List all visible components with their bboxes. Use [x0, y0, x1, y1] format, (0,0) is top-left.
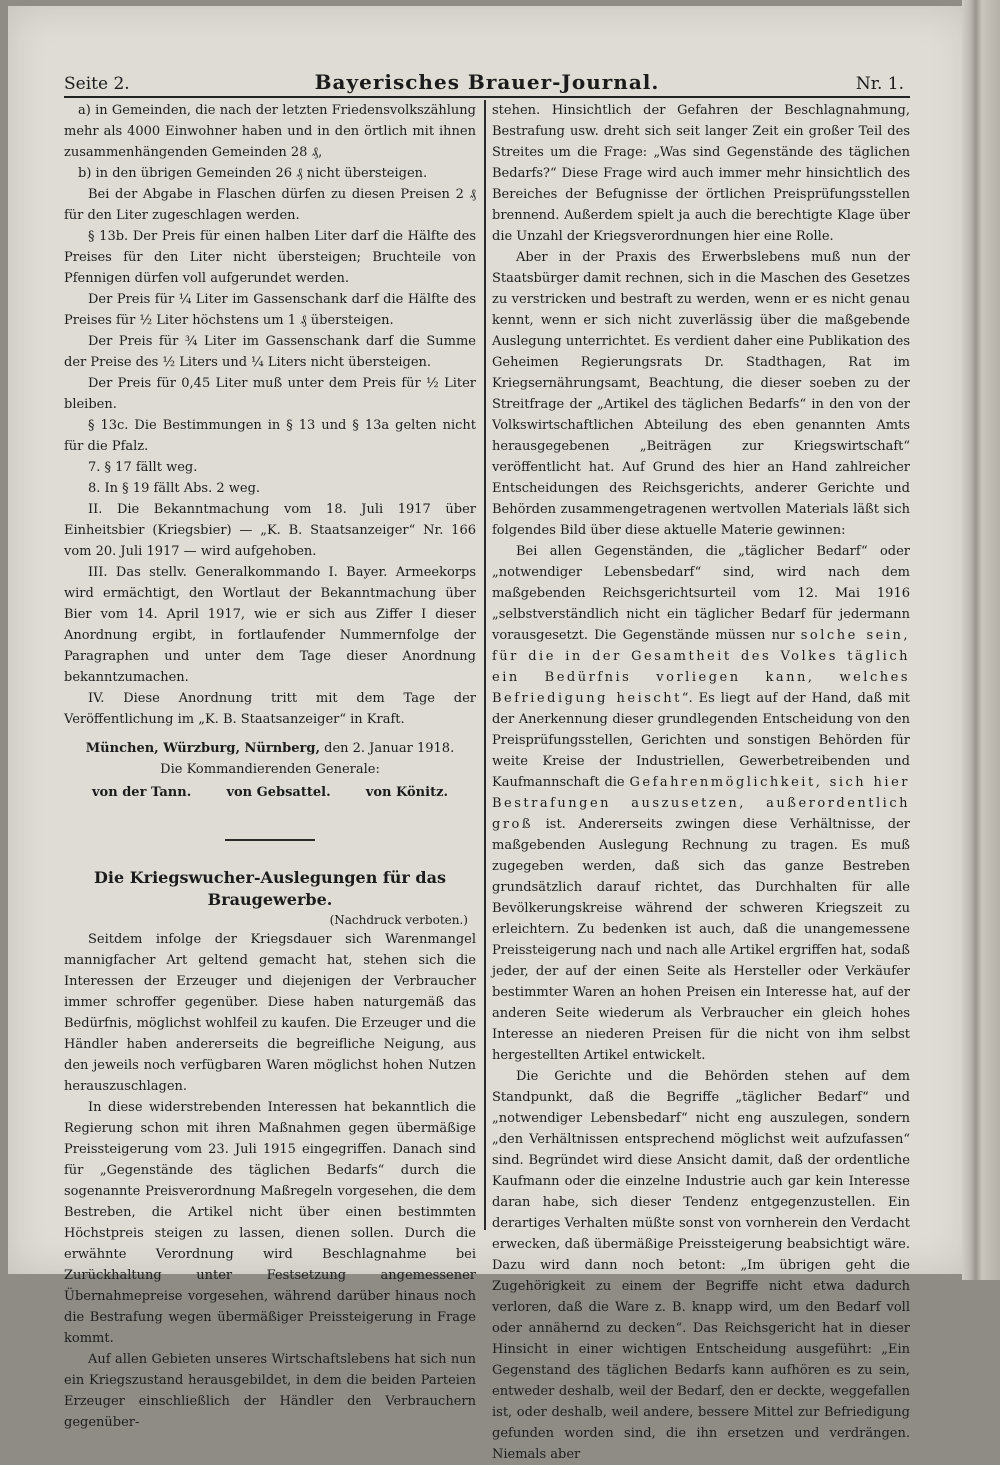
article-paragraph-3: Auf allen Gebieten unseres Wirtschaftslebens hat sich nun ein Kriegszustand herausgebildet, in dem die beiden Parteien Erzeuger einschließlich der Händler den Verbrauchern gegenüber-	[64, 1352, 476, 1430]
paragraph-13c: § 13c. Die Bestimmungen in § 13 und § 13a gelten nicht für die Pfalz.	[64, 418, 476, 454]
paragraph-item-7: 7. § 17 fällt weg.	[88, 460, 198, 475]
page-binding-edge	[962, 0, 1000, 1280]
signature-place: München, Würzburg, Nürnberg,	[85, 741, 320, 756]
section-divider	[225, 839, 315, 841]
journal-title: Bayerisches Brauer-Journal.	[314, 70, 660, 94]
issue-number: Nr. 1.	[855, 74, 904, 94]
signature-general-3: von Könitz.	[365, 785, 448, 800]
left-column	[64, 100, 476, 1433]
paragraph-III: III. Das stellv. Generalkommando I. Bayer. Armeekorps wird ermächtigt, den Wortlaut der Bekanntmachung über Bier vom 14. April 1917, wie er sich aus Ziffer I dieser Anordnung ergibt, in fortlaufender Nummernfolge der Paragraphen und unter dem Tage dieser Anordnung bekanntzumachen.	[64, 565, 476, 685]
paragraph-II: II. Die Bekanntmachung vom 18. Juli 1917 über Einheitsbier (Kriegsbier) — „K. B. Staatsanzeiger“ Nr. 166 vom 20. Juli 1917 — wird aufgehoben.	[64, 502, 476, 559]
paragraph-bottles: Bei der Abgabe in Flaschen dürfen zu diesen Preisen 2 ₰ für den Liter zugeschlagen werden.	[64, 187, 476, 223]
paragraph-IV: IV. Diese Anordnung tritt mit dem Tage der Veröffentlichung im „K. B. Staatsanzeiger“ in Kraft.	[64, 691, 476, 727]
paragraph-045-liter: Der Preis für 0,45 Liter muß unter dem Preis für ½ Liter bleiben.	[64, 376, 476, 412]
page-header	[64, 68, 910, 96]
article-paragraph-4: stehen. Hinsichtlich der Gefahren der Beschlagnahmung, Bestrafung usw. dreht sich seit langer Zeit ein großer Teil des Streites um die Frage: „Was sind Gegenstände des täglichen Bedarfs?“ Diese Frage wird auch immer mehr hinsichtlich des Bereiches der Befugnisse der örtlichen Preisprüfungsstellen brennend. Außerdem spielt ja auch die berechtigte Klage über die Unzahl der Kriegsverordnungen hier eine Rolle.	[492, 103, 910, 244]
signature-place-date	[64, 738, 476, 759]
signature-caption: Die Kommandierenden Generale:	[160, 762, 380, 777]
paragraph-6-end: ist. Andererseits zwingen diese Verhältnisse, der maßgebenden Auslegung Rechnung zu tragen. Es muß zugegeben werden, daß sich das ganze Bestreben grundsätzlich darauf richtet, das Durchhalten für alle Bevölkerungskreise während der schweren Kriegszeit zu erleichtern. Zu bedenken ist auch, daß die unangemessene Preissteigerung nach und nach alle Artikel ergriffen hat, sodaß jeder, der auf der einen Seite als Hersteller oder Verkäufer bestimmter Waren an hohen Preisen ein Interesse hat, auf der anderen Seite wiederum als Verbraucher ein gleich hohes Interesse an niederen Preisen für die nicht von ihm selbst hergestellten Artikel entwickelt.	[492, 817, 910, 1063]
right-column	[492, 100, 910, 1465]
paragraph-three-quarter-liter: Der Preis für ¾ Liter im Gassenschank darf die Summe der Preise des ½ Liters und ¼ Liters nicht übersteigen.	[64, 334, 476, 370]
article-note: (Nachdruck verboten.)	[329, 913, 468, 927]
paragraph-a: a) in Gemeinden, die nach der letzten Friedensvolkszählung mehr als 4000 Einwohner haben und in den örtlich mit ihnen zusammenhängenden Gemeinden 28 ₰,	[64, 103, 476, 160]
paragraph-6-emphasis-1: solche sein, für die in der Gesamtheit des Volkes täglich ein Bedürfnis vorliegen kann, welches Befriedigung heischt	[492, 628, 910, 706]
article-paragraph-1: Seitdem infolge der Kriegsdauer sich Warenmangel mannigfacher Art geltend gemacht hat, stehen sich die Interessen der Erzeuger und diejenigen der Verbraucher immer schroffer gegenüber. Diese haben naturgemäß das Bedürfnis, möglichst wohlfeil zu kaufen. Die Erzeuger und die Händler haben andererseits die begreifliche Neigung, aus den jeweils noch verfügbaren Waren möglichst hohen Nutzen herauszuschlagen.	[64, 932, 476, 1094]
article-paragraph-6	[492, 541, 910, 1066]
article-paragraph-5: Aber in der Praxis des Erwerbslebens muß nun der Staatsbürger damit rechnen, sich in die Maschen des Gesetzes zu verstricken und bestraft zu werden, wenn er es nicht genau kennt, wenn er sich nicht zuverlässig über die maßgebende Auslegung unterrichtet. Es verdient daher eine Publikation des Geheimen Regierungsrats Dr. Stadthagen, Rat im Kriegsernährungsamt, Beachtung, die dieser soeben zu der Streitfrage der „Artikel des täglichen Bedarfs“ in den von der Volkswirtschaftlichen Abteilung des eben genannten Amts herausgegebenen „Beiträgen zur Kriegswirtschaft“ veröffentlicht hat. Auf Grund des hier an Hand zahlreicher Entscheidungen des Reichsgerichts, anderer Gerichte und Behörden zusammengetragenen wertvollen Materials läßt sich folgendes Bild über diese aktuelle Materie gewinnen:	[492, 250, 910, 538]
signature-general-2: von Gebsattel.	[226, 785, 331, 800]
article-paragraph-7: Die Gerichte und die Behörden stehen auf dem Standpunkt, daß die Begriffe „täglicher Bedarf“ und „notwendiger Lebensbedarf“ nicht eng auszulegen, sondern „den Verhältnissen entsprechend möglichst weit aufzufassen“ sind. Begründet wird diese Ansicht damit, daß der ordentliche Kaufmann oder die einzelne Industrie auch gar kein Interesse daran habe, sich dieser Tendenz entgegenzustellen. Ein derartiges Verhalten müßte sonst von vornherein den Verdacht erwecken, daß übermäßige Preissteigerung beabsichtigt wäre. Dazu wird dann noch betont: „Im übrigen geht die Zugehörigkeit zu einem der Begriffe nicht etwa dadurch verloren, daß die Ware z. B. knapp wird, um den Bedarf voll oder annähernd zu decken“. Das Reichsgericht hat in dieser Hinsicht in einer wichtigen Entscheidung ausgeführt: „Ein Gegenstand des täglichen Bedarfs kann aufhören es zu sein, entweder deshalb, weil der Bedarf, den er deckte, weggefallen ist, oder deshalb, weil andere, bessere Mittel zur Befriedigung gefunden worden sind, die ihn ersetzen und verdrängen. Niemals aber	[492, 1069, 910, 1462]
signature-date: den 2. Januar 1918.	[324, 741, 455, 756]
article-paragraph-2: In diese widerstrebenden Interessen hat bekanntlich die Regierung schon mit ihren Maßnahmen gegen übermäßige Preissteigerung vom 23. Juli 1915 eingegriffen. Danach sind für „Gegenstände des täglichen Bedarfs“ durch die sogenannte Preisverordnung Maßregeln vorgesehen, die dem Bestreben, die Artikel nicht über einen bestimmten Höchstpreis steigen zu lassen, dienen sollen. Durch die erwähnte Verordnung wird Beschlagnahme bei Zurückhaltung unter Festsetzung angemessener Übernahmepreise vorgesehen, während darüber hinaus noch die Bestrafung wegen übermäßiger Preissteigerung in Frage kommt.	[64, 1100, 476, 1346]
paragraph-6-start: Bei allen Gegenständen, die „täglicher Bedarf“ oder „notwendiger Lebensbedarf“ sind, wird nach dem maßgebenden Reichsgerichtsurteil vom 12. Mai 1916 „selbstverständlich nicht ein täglicher Bedarf für jedermann vorausgesetzt. Die Gegenstände müssen nur	[492, 544, 910, 643]
header-rule	[64, 96, 910, 98]
paragraph-6-emphasis-2: Gefahrenmöglichkeit, sich hier Bestrafungen auszusetzen, außerordentlich groß	[492, 775, 910, 832]
page-number: Seite 2.	[64, 74, 130, 94]
signature-names	[64, 780, 476, 803]
paragraph-b: b) in den übrigen Gemeinden 26 ₰ nicht übersteigen.	[78, 166, 428, 181]
article-title: Die Kriegswucher-Auslegungen für das Braugewerbe.	[94, 868, 446, 909]
paragraph-13b: § 13b. Der Preis für einen halben Liter darf die Hälfte des Preises für den Liter nicht übersteigen; Bruchteile von Pfennigen dürfen voll aufgerundet werden.	[64, 229, 476, 286]
column-separator	[484, 100, 486, 1230]
signature-general-1: von der Tann.	[92, 785, 192, 800]
paragraph-6-middle: “. Es liegt auf der Hand, daß mit der Anerkennung dieser grundlegenden Entscheidung von den Preisprüfungsstellen, Gerichten und sonstigen Behörden für weite Kreise der Industriellen, Gewerbetreibenden und Kaufmannschaft die	[492, 691, 910, 790]
paragraph-quarter-liter: Der Preis für ¼ Liter im Gassenschank darf die Hälfte des Preises für ½ Liter höchstens um 1 ₰ übersteigen.	[64, 292, 476, 328]
paragraph-item-8: 8. In § 19 fällt Abs. 2 weg.	[88, 481, 261, 496]
